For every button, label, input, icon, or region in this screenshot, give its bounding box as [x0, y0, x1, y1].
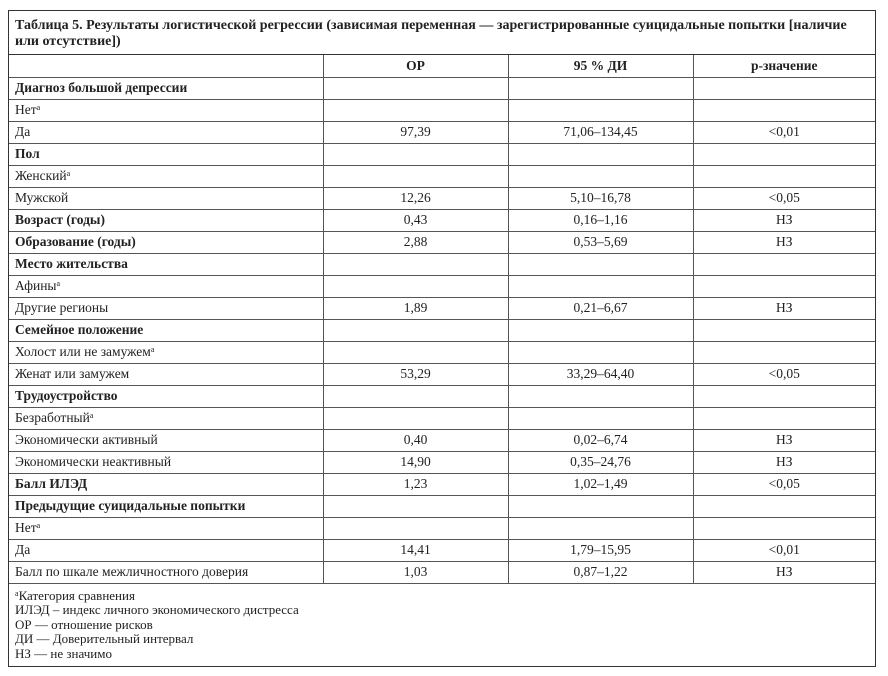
- reference-marker: а: [36, 521, 41, 530]
- table-caption: Таблица 5. Результаты логистической регрессии (зависимая переменная — зарегистрированные суицидальные попытки [наличие или отсутствие]): [9, 11, 875, 55]
- note-or: ОР — отношение рисков: [15, 616, 153, 632]
- cell-p: [693, 77, 875, 99]
- cell-or: 2,88: [323, 231, 508, 253]
- cell-or: [323, 319, 508, 341]
- row-label: Экономически неактивный: [9, 451, 323, 473]
- cell-or: [323, 275, 508, 297]
- cell-p: [693, 165, 875, 187]
- row-label: Пол: [9, 143, 323, 165]
- cell-p: НЗ: [693, 231, 875, 253]
- row-label: Семейное положение: [9, 319, 323, 341]
- cell-ci: 71,06–134,45: [508, 121, 693, 143]
- cell-p: [693, 341, 875, 363]
- table-row: [9, 143, 875, 165]
- table-row: [9, 539, 875, 561]
- cell-or: [323, 143, 508, 165]
- cell-p: [693, 253, 875, 275]
- table-row: [9, 253, 875, 275]
- reference-marker: а: [150, 345, 155, 354]
- row-label: Женский$^а$: [9, 165, 323, 187]
- cell-or: [323, 77, 508, 99]
- row-label: Мужской: [9, 187, 323, 209]
- cell-p: [693, 407, 875, 429]
- cell-ci: [508, 275, 693, 297]
- cell-ci: 0,21–6,67: [508, 297, 693, 319]
- cell-or: 12,26: [323, 187, 508, 209]
- cell-or: [323, 385, 508, 407]
- cell-or: 14,41: [323, 539, 508, 561]
- row-label: Нет$^а$: [9, 517, 323, 539]
- cell-ci: 0,87–1,22: [508, 561, 693, 583]
- header-p: р-значение: [693, 55, 875, 77]
- cell-p: <0,05: [693, 363, 875, 385]
- table-row: [9, 363, 875, 385]
- cell-ci: 0,16–1,16: [508, 209, 693, 231]
- table-row: [9, 341, 875, 363]
- table-row: [9, 297, 875, 319]
- cell-p: НЗ: [693, 209, 875, 231]
- cell-ci: 5,10–16,78: [508, 187, 693, 209]
- table-row: [9, 187, 875, 209]
- row-label: Холост или не замужем$^а$: [9, 341, 323, 363]
- cell-ci: [508, 385, 693, 407]
- table-row: [9, 385, 875, 407]
- row-label: Нет$^а$: [9, 99, 323, 121]
- table-row: [9, 209, 875, 231]
- note-reference-category: $^а$Категория сравнения: [15, 587, 135, 603]
- cell-or: [323, 517, 508, 539]
- table-row: [9, 451, 875, 473]
- table-row: [9, 275, 875, 297]
- cell-ci: 1,02–1,49: [508, 473, 693, 495]
- cell-ci: 0,02–6,74: [508, 429, 693, 451]
- cell-ci: [508, 341, 693, 363]
- note-iled: ИЛЭД – индекс личного экономического дистресса: [15, 602, 299, 617]
- table-row: [9, 319, 875, 341]
- cell-or: 0,43: [323, 209, 508, 231]
- row-label: Да: [9, 121, 323, 143]
- row-label: Женат или замужем: [9, 363, 323, 385]
- header-or: ОР: [323, 55, 508, 77]
- table-row: [9, 165, 875, 187]
- reference-marker: а: [36, 103, 41, 112]
- cell-p: <0,05: [693, 473, 875, 495]
- cell-ci: [508, 253, 693, 275]
- row-label: Балл ИЛЭД: [9, 473, 323, 495]
- header-ci: 95 % ДИ: [508, 55, 693, 77]
- cell-p: <0,05: [693, 187, 875, 209]
- row-label: Балл по шкале межличностного доверия: [9, 561, 323, 583]
- cell-p: НЗ: [693, 429, 875, 451]
- header-row: [9, 55, 875, 77]
- cell-p: НЗ: [693, 297, 875, 319]
- cell-or: 53,29: [323, 363, 508, 385]
- reference-marker: а: [66, 169, 71, 178]
- cell-or: 0,40: [323, 429, 508, 451]
- row-label: Предыдущие суицидальные попытки: [9, 495, 323, 517]
- row-label: Экономически активный: [9, 429, 323, 451]
- row-label: Да: [9, 539, 323, 561]
- cell-p: [693, 495, 875, 517]
- row-label: Место жительства: [9, 253, 323, 275]
- cell-p: НЗ: [693, 561, 875, 583]
- cell-or: [323, 495, 508, 517]
- reference-marker: а: [56, 279, 61, 288]
- cell-p: [693, 275, 875, 297]
- cell-ci: [508, 99, 693, 121]
- cell-ci: 33,29–64,40: [508, 363, 693, 385]
- cell-ci: 0,53–5,69: [508, 231, 693, 253]
- header-blank: [9, 55, 323, 77]
- regression-table: [9, 55, 875, 584]
- cell-ci: [508, 517, 693, 539]
- cell-ci: [508, 407, 693, 429]
- cell-p: [693, 143, 875, 165]
- cell-ci: 1,79–15,95: [508, 539, 693, 561]
- table-frame: [8, 10, 876, 667]
- row-label: Диагноз большой депрессии: [9, 77, 323, 99]
- cell-or: 1,03: [323, 561, 508, 583]
- cell-or: [323, 253, 508, 275]
- row-label: Образование (годы): [9, 231, 323, 253]
- table-row: [9, 77, 875, 99]
- cell-ci: [508, 319, 693, 341]
- cell-or: 1,23: [323, 473, 508, 495]
- table-row: [9, 121, 875, 143]
- note-nz: НЗ — не значимо: [15, 645, 112, 661]
- row-label: Безработный$^а$: [9, 407, 323, 429]
- row-label: Трудоустройство: [9, 385, 323, 407]
- cell-or: [323, 341, 508, 363]
- cell-or: 14,90: [323, 451, 508, 473]
- table-notes: [9, 584, 875, 662]
- table-row: [9, 473, 875, 495]
- cell-ci: [508, 165, 693, 187]
- cell-p: НЗ: [693, 451, 875, 473]
- table-row: [9, 429, 875, 451]
- note-ci: ДИ — Доверительный интервал: [15, 631, 194, 646]
- cell-or: 1,89: [323, 297, 508, 319]
- cell-or: 97,39: [323, 121, 508, 143]
- cell-or: [323, 99, 508, 121]
- cell-ci: [508, 143, 693, 165]
- reference-marker: а: [89, 411, 94, 420]
- table-row: [9, 517, 875, 539]
- cell-p: [693, 517, 875, 539]
- cell-p: [693, 319, 875, 341]
- table-row: [9, 407, 875, 429]
- cell-or: [323, 407, 508, 429]
- row-label: Другие регионы: [9, 297, 323, 319]
- cell-p: [693, 385, 875, 407]
- table-row: [9, 99, 875, 121]
- cell-ci: 0,35–24,76: [508, 451, 693, 473]
- cell-p: <0,01: [693, 539, 875, 561]
- cell-p: <0,01: [693, 121, 875, 143]
- table-row: [9, 495, 875, 517]
- row-label: Возраст (годы): [9, 209, 323, 231]
- cell-ci: [508, 495, 693, 517]
- cell-ci: [508, 77, 693, 99]
- table-row: [9, 231, 875, 253]
- row-label: Афины$^а$: [9, 275, 323, 297]
- table-row: [9, 561, 875, 583]
- cell-or: [323, 165, 508, 187]
- cell-p: [693, 99, 875, 121]
